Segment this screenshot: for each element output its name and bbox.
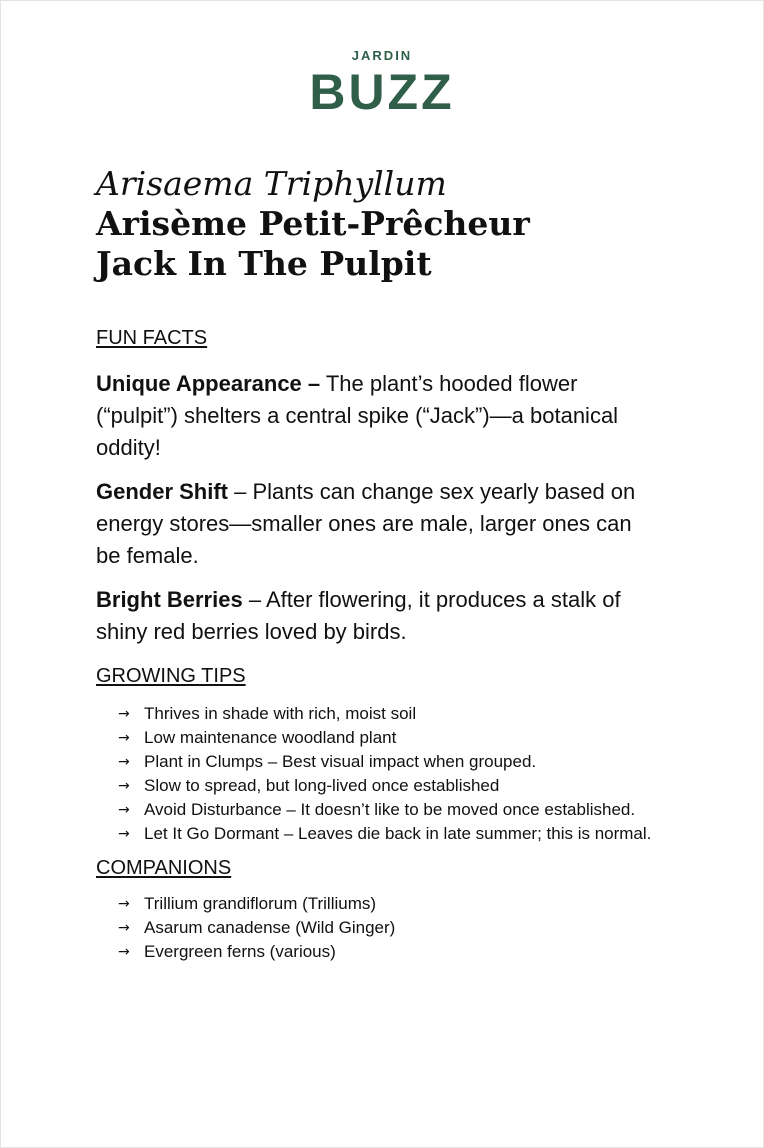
logo-small-text: JARDIN [351,48,413,63]
logo-big-text: BUZZ [309,64,455,120]
growing-tips-heading: GROWING TIPS [96,665,246,687]
list-item: → Let It Go Dormant – Leaves die back in late summer; this is normal. [118,822,658,846]
arrow-right-icon: → [118,778,130,794]
title-block [96,164,696,284]
fact-text: – After flowering, it produces a stalk of shiny red berries loved by birds. [96,587,621,644]
growing-tips-section [96,664,696,846]
arrow-right-icon: → [118,896,130,912]
title-french-name: Arisème Petit-Prêcheur [96,204,530,243]
arrow-right-icon: → [118,802,130,818]
companions-heading: COMPANIONS [96,857,232,879]
fun-facts-section [96,326,696,648]
list-item: → Plant in Clumps – Best visual impact when grouped. [118,750,658,774]
companions-section [96,856,696,964]
list-item: → Slow to spread, but long-lived once established [118,774,658,798]
title-latin-name: Arisaema Triphyllum [96,164,447,203]
title-english-name: Jack In The Pulpit [96,244,432,283]
growing-tips-list [96,702,658,846]
fun-facts-heading: FUN FACTS [96,327,208,349]
document-content [96,164,696,964]
arrow-right-icon: → [118,826,130,842]
arrow-right-icon: → [118,944,130,960]
fact-text: The plant’s hooded flower (“pulpit”) shelters a central spike (“Jack”)—a botanical oddity! [96,371,619,460]
list-item: → Asarum canadense (Wild Ginger) [118,916,696,940]
list-item: → Evergreen ferns (various) [118,940,696,964]
arrow-right-icon: → [118,754,130,770]
companions-list [96,892,696,964]
fact-title: Unique Appearance – [96,371,321,396]
fact-gender-shift [96,476,656,572]
fact-unique-appearance [96,368,656,464]
fact-title: Bright Berries [96,587,243,612]
list-item: → Thrives in shade with rich, moist soil [118,702,658,726]
list-item: → Low maintenance woodland plant [118,726,658,750]
arrow-right-icon: → [118,920,130,936]
fact-text: – Plants can change sex yearly based on energy stores—smaller ones are male, larger ones can be female. [96,479,636,568]
list-item: → Trillium grandiflorum (Trilliums) [118,892,696,916]
arrow-right-icon: → [118,706,130,722]
arrow-right-icon: → [118,730,130,746]
fact-bright-berries [96,584,666,648]
jardin-buzz-logo [0,48,764,120]
list-item: → Avoid Disturbance – It doesn’t like to be moved once established. [118,798,658,822]
fact-title: Gender Shift [96,479,229,504]
